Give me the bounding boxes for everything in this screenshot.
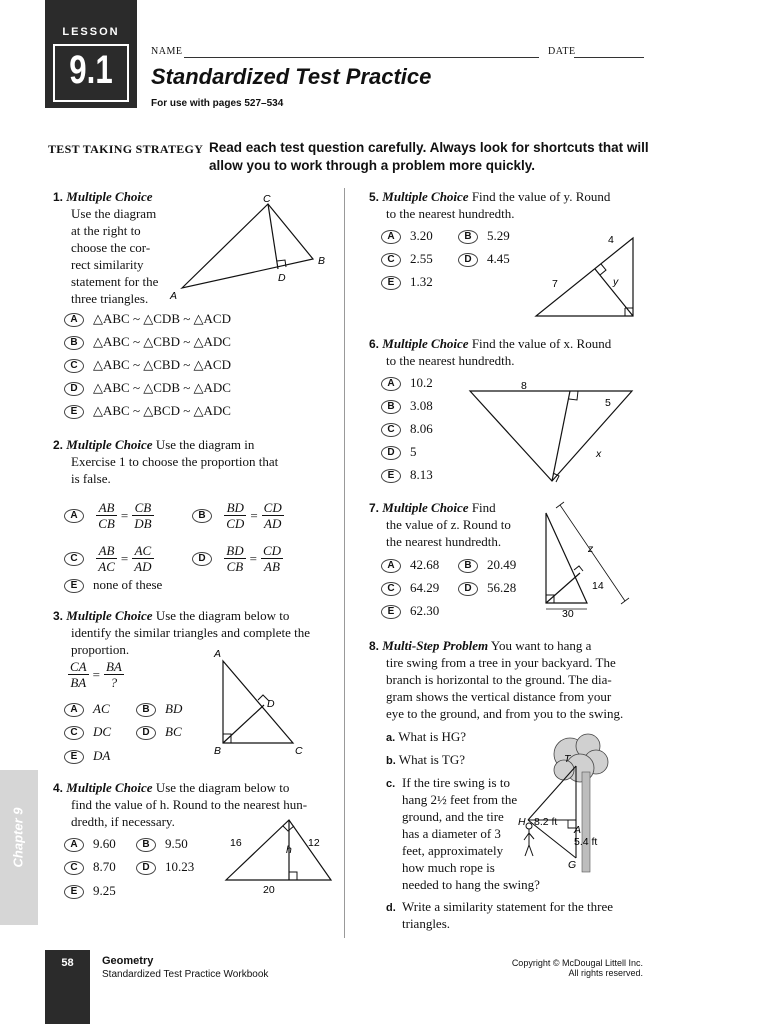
q3-option-a[interactable] <box>64 701 110 717</box>
part-text: What is HG? <box>398 729 467 744</box>
q8-sight-line <box>528 766 576 820</box>
q7-label-30: 30 <box>562 608 574 620</box>
numerator: BA <box>105 659 122 674</box>
strategy-label: TEST TAKING STRATEGY <box>48 142 204 156</box>
numerator: AB <box>96 500 117 516</box>
q1-label-d: D <box>278 272 286 284</box>
bubble-b[interactable]: B <box>458 559 478 573</box>
book-title: Geometry <box>102 955 154 967</box>
q6-stem <box>369 335 659 353</box>
option-text: BD <box>165 701 183 716</box>
q2-text <box>71 453 341 487</box>
q8-label-8-2-ft: 8.2 ft <box>534 816 558 828</box>
q7-line: the nearest hundredth. <box>386 534 502 549</box>
q6-label-8: 8 <box>521 380 527 392</box>
q3-label-a: A <box>214 648 222 660</box>
q7-line: Find <box>471 500 496 515</box>
q7-label-14: 14 <box>592 580 604 592</box>
bubble-b[interactable]: B <box>64 336 84 350</box>
option-text: 5.29 <box>487 228 510 243</box>
fraction <box>96 543 117 574</box>
q5-stem <box>369 188 659 206</box>
copyright-line: All rights reserved. <box>568 968 643 978</box>
bubble-e[interactable]: E <box>64 579 84 593</box>
option-text: △ABC ~ △CBD ~ △ACD <box>93 357 231 372</box>
bubble-d[interactable]: D <box>381 446 401 460</box>
bubble-d[interactable]: D <box>458 582 478 596</box>
q5-label-7: 7 <box>552 278 558 290</box>
part-line: how much rope is <box>402 860 495 875</box>
q8-stem <box>369 637 659 655</box>
part-line: feet, approximately <box>402 843 504 858</box>
option-text: △ABC ~ △CDB ~ △ADC <box>93 380 231 395</box>
option-text: 3.20 <box>410 228 433 243</box>
numerator: CD <box>263 500 282 515</box>
q6-label-x: x <box>596 448 602 460</box>
bubble-c[interactable]: C <box>381 423 401 437</box>
q4-stem <box>53 779 338 797</box>
lesson-number: 9.1 <box>69 48 113 92</box>
q4-label-h: h <box>286 844 292 856</box>
q8-part-b <box>386 751 465 770</box>
q6-altitude <box>552 391 570 481</box>
option-text: BC <box>165 724 182 739</box>
q2-line: is false. <box>71 471 111 486</box>
q3-line: identify the similar triangles and complete the <box>71 625 310 640</box>
q3-triangle <box>223 661 293 743</box>
option-text: AC <box>93 701 110 716</box>
fraction <box>132 543 153 574</box>
q5-option-c[interactable] <box>381 251 433 267</box>
q6-option-e[interactable] <box>381 467 433 483</box>
q1-option-e[interactable] <box>64 403 231 419</box>
numerator: AB <box>96 543 117 559</box>
bubble-d[interactable]: D <box>136 861 156 875</box>
option-text: 9.50 <box>165 836 188 851</box>
bubble-e[interactable]: E <box>64 405 84 419</box>
q8-line: gram shows the vertical distance from your <box>386 689 612 704</box>
equals-sign: = <box>250 507 258 523</box>
denominator: ? <box>110 675 118 690</box>
q7-text <box>386 516 546 550</box>
denominator: CB <box>226 559 244 574</box>
option-text: 5 <box>410 444 417 459</box>
option-text: 9.60 <box>93 836 116 851</box>
q1-number: 1. <box>53 190 64 204</box>
equals-sign: = <box>92 666 100 682</box>
q1-option-a[interactable] <box>64 311 231 327</box>
q2-option-c[interactable] <box>64 543 154 575</box>
tree-trunk <box>582 772 590 872</box>
part-text: What is TG? <box>398 752 465 767</box>
equals-sign: = <box>120 507 129 523</box>
q8-part-d-label <box>386 898 396 917</box>
q4-triangle <box>226 820 331 880</box>
bubble-c[interactable]: C <box>64 726 84 740</box>
q1-line: choose the cor- <box>71 240 151 255</box>
equals-sign: = <box>249 550 257 566</box>
q1-line: three triangles. <box>71 291 149 306</box>
fraction <box>224 500 246 531</box>
chapter-label: Chapter 9 <box>10 807 26 868</box>
q1-option-b[interactable] <box>64 334 231 350</box>
q2-line: Exercise 1 to choose the proportion that <box>71 454 279 469</box>
bubble-b[interactable]: B <box>458 230 478 244</box>
bubble-b[interactable]: B <box>136 838 156 852</box>
q1-stem <box>53 188 173 206</box>
bubble-d[interactable]: D <box>192 552 212 566</box>
q3-label-c: C <box>295 745 303 757</box>
bubble-e[interactable]: E <box>381 469 401 483</box>
q4-line: find the value of h. Round to the nearest hun- <box>71 797 308 812</box>
option-text: 4.45 <box>487 251 510 266</box>
denominator: AC <box>98 559 115 574</box>
q4-option-d[interactable] <box>136 859 194 875</box>
q3-option-b[interactable] <box>136 701 182 717</box>
bubble-b[interactable]: B <box>192 509 212 523</box>
date-label: DATE <box>548 46 576 57</box>
q7-dimension-tick <box>556 502 564 508</box>
q8-text <box>386 654 656 722</box>
q1-line: statement for the <box>71 274 159 289</box>
q7-diagram <box>535 500 635 620</box>
denominator: AD <box>264 516 282 531</box>
equals-sign: = <box>120 550 129 566</box>
q5-label-4: 4 <box>608 234 614 246</box>
q2-option-e[interactable] <box>64 577 162 593</box>
q8-part-a <box>386 728 466 747</box>
bubble-e[interactable]: E <box>381 276 401 290</box>
bubble-d[interactable]: D <box>136 726 156 740</box>
part-line: Write a similarity statement for the three <box>402 899 614 914</box>
option-text: 20.49 <box>487 557 517 572</box>
fraction <box>68 659 89 690</box>
q5-line: Find the value of y. Round <box>471 189 611 204</box>
q8-type: Multi-Step Problem <box>382 638 489 653</box>
bubble-c[interactable]: C <box>381 582 401 596</box>
q2-type: Multiple Choice <box>66 437 153 452</box>
bubble-c[interactable]: C <box>64 552 84 566</box>
numerator: BD <box>226 543 244 558</box>
q8-part-c-label <box>386 774 395 793</box>
q4-label-12: 12 <box>308 837 320 849</box>
q4-line: dredth, if necessary. <box>71 814 175 829</box>
option-text: 8.06 <box>410 421 433 436</box>
strategy-text: Read each test question carefully. Always look for shortcuts that will allow you to work through a problem more quickly. <box>209 140 649 173</box>
part-line: has a diameter of 3 <box>402 826 501 841</box>
q5-line: to the nearest hundredth. <box>386 206 515 221</box>
q7-triangle <box>546 513 587 603</box>
fraction <box>96 500 117 531</box>
q2-line: Use the diagram in <box>155 437 255 452</box>
q5-right-angle-mark <box>600 264 606 275</box>
numerator: AC <box>132 543 153 559</box>
numerator: CD <box>262 543 281 558</box>
name-label: NAME <box>151 46 183 57</box>
fraction <box>224 543 245 574</box>
denominator: CD <box>226 516 245 531</box>
fraction <box>104 659 124 690</box>
q3-type: Multiple Choice <box>66 608 153 623</box>
option-text: 64.29 <box>410 580 440 595</box>
q4-option-b[interactable] <box>136 836 188 852</box>
bubble-e[interactable]: E <box>381 605 401 619</box>
q6-option-c[interactable] <box>381 421 433 437</box>
q1-type: Multiple Choice <box>66 189 153 204</box>
fraction <box>132 500 153 531</box>
option-text: none of these <box>93 577 163 592</box>
part-label: d. <box>386 902 396 914</box>
q8-label-t: T <box>564 753 571 765</box>
q3-line: proportion. <box>71 642 130 657</box>
q4-type: Multiple Choice <box>66 780 153 795</box>
part-label: a. <box>386 732 396 744</box>
q6-option-b[interactable] <box>381 398 433 414</box>
q5-option-b[interactable] <box>458 228 510 244</box>
part-line: ground, and the tire <box>402 809 504 824</box>
fraction <box>262 500 284 531</box>
book-subtitle: Standardized Test Practice Workbook <box>102 969 269 980</box>
q1-diagram <box>160 185 335 305</box>
q8-number: 8. <box>369 639 380 653</box>
q4-right-angle-mark <box>289 872 297 880</box>
q2-option-a[interactable] <box>64 500 154 532</box>
q3-option-e[interactable] <box>64 748 110 764</box>
q8-label-h: H <box>518 816 526 828</box>
option-text: 2.55 <box>410 251 433 266</box>
bubble-a[interactable]: A <box>64 313 84 327</box>
q5-option-d[interactable] <box>458 251 510 267</box>
q6-type: Multiple Choice <box>382 336 469 351</box>
bubble-a[interactable]: A <box>64 509 84 523</box>
lesson-number-box <box>53 44 129 102</box>
q8-part-d <box>402 898 662 932</box>
q7-number: 7. <box>369 501 380 515</box>
q7-option-d[interactable] <box>458 580 516 596</box>
option-text: 9.25 <box>93 883 116 898</box>
copyright-line: Copyright © McDougal Littell Inc. <box>511 958 643 968</box>
q3-stem <box>53 607 338 625</box>
q6-number: 6. <box>369 337 380 351</box>
q6-option-d[interactable] <box>381 444 417 460</box>
q8-label-5-4-ft: 5.4 ft <box>574 836 598 848</box>
part-label: c. <box>386 778 396 790</box>
denominator: BA <box>70 675 87 690</box>
part-line: If the tire swing is to <box>402 775 510 790</box>
bubble-b[interactable]: B <box>136 703 156 717</box>
option-text: 8.70 <box>93 859 116 874</box>
q5-type: Multiple Choice <box>382 189 469 204</box>
q6-diagram <box>465 378 645 488</box>
denominator: DB <box>134 516 152 531</box>
q1-option-d[interactable] <box>64 380 231 396</box>
q6-label-5: 5 <box>605 397 611 409</box>
q7-option-e[interactable] <box>381 603 439 619</box>
numerator: BD <box>224 500 246 516</box>
q5-text <box>386 205 656 222</box>
option-text: △ABC ~ △CBD ~ △ADC <box>93 334 231 349</box>
q7-option-a[interactable] <box>381 557 439 573</box>
option-text: DA <box>93 748 111 763</box>
denominator: AD <box>134 559 152 574</box>
option-text: 10.2 <box>410 375 433 390</box>
q8-diagram <box>508 728 628 878</box>
bubble-a[interactable]: A <box>381 230 401 244</box>
bubble-a[interactable]: A <box>64 703 84 717</box>
bubble-d[interactable]: D <box>64 382 84 396</box>
q5-diagram <box>530 228 640 323</box>
q7-label-z: z <box>588 543 594 555</box>
q6-line: Find the value of x. Round <box>471 336 612 351</box>
q1-line: Use the diagram <box>71 206 157 221</box>
copyright <box>470 958 643 978</box>
q3-option-c[interactable] <box>64 724 111 740</box>
q1-label-b: B <box>318 255 326 267</box>
page-number: 58 <box>61 957 74 969</box>
q4-option-a[interactable] <box>64 836 116 852</box>
option-text: 8.13 <box>410 467 433 482</box>
q5-option-a[interactable] <box>381 228 433 244</box>
q4-option-e[interactable] <box>64 883 116 899</box>
denominator: AB <box>264 559 280 574</box>
q1-line: rect similarity <box>71 257 144 272</box>
q3-label-b: B <box>214 745 222 757</box>
bubble-d[interactable]: D <box>458 253 478 267</box>
q5-number: 5. <box>369 190 380 204</box>
part-line: triangles. <box>402 916 451 931</box>
q6-text <box>386 352 656 369</box>
option-text: 56.28 <box>487 580 517 595</box>
q2-option-b[interactable] <box>192 500 284 532</box>
q4-option-c[interactable] <box>64 859 116 875</box>
q3-altitude <box>223 705 264 743</box>
bubble-a[interactable]: A <box>381 377 401 391</box>
q3-line: Use the diagram below to <box>155 608 290 623</box>
q7-option-b[interactable] <box>458 557 516 573</box>
bubble-e[interactable]: E <box>64 750 84 764</box>
numerator: CB <box>132 500 153 516</box>
bubble-e[interactable]: E <box>64 885 84 899</box>
q2-option-d[interactable] <box>192 543 283 575</box>
denominator: CB <box>98 516 115 531</box>
part-line: hang 2½ feet from the <box>402 792 518 807</box>
part-line: needed to hang the swing? <box>402 877 540 892</box>
page-title: Standardized Test Practice <box>151 64 432 89</box>
bubble-c[interactable]: C <box>381 253 401 267</box>
q6-line: to the nearest hundredth. <box>386 353 515 368</box>
q8-line: tire swing from a tree in your backyard. The <box>386 655 616 670</box>
q6-option-a[interactable] <box>381 375 433 391</box>
q4-diagram <box>212 815 342 895</box>
q5-triangle <box>536 238 633 316</box>
lesson-label: LESSON <box>62 26 120 38</box>
bubble-c[interactable]: C <box>64 861 84 875</box>
q2-stem <box>53 436 338 454</box>
q1-label-a: A <box>170 290 178 302</box>
q2-number: 2. <box>53 438 64 452</box>
q3-diagram <box>200 643 315 758</box>
q7-line: the value of z. Round to <box>386 517 511 532</box>
bubble-a[interactable]: A <box>381 559 401 573</box>
q4-number: 4. <box>53 781 64 795</box>
q3-label-d: D <box>267 698 275 710</box>
q7-type: Multiple Choice <box>382 500 469 515</box>
option-text: DC <box>93 724 112 739</box>
q4-label-16: 16 <box>230 837 242 849</box>
bubble-b[interactable]: B <box>381 400 401 414</box>
lesson-tab <box>45 0 137 108</box>
q3-option-d[interactable] <box>136 724 182 740</box>
fraction <box>261 543 283 574</box>
option-text: △ABC ~ △BCD ~ △ADC <box>93 403 231 418</box>
option-text: 3.08 <box>410 398 433 413</box>
q5-option-e[interactable] <box>381 274 433 290</box>
for-use-pages: For use with pages 527–534 <box>151 98 284 109</box>
q4-label-20: 20 <box>263 884 275 895</box>
q1-line: at the right to <box>71 223 141 238</box>
q8-line: branch is horizontal to the ground. The dia- <box>386 672 612 687</box>
tree-canopy-icon <box>554 734 608 782</box>
q3-number: 3. <box>53 609 64 623</box>
q1-label-c: C <box>263 193 271 205</box>
q8-label-g: G <box>568 859 577 871</box>
option-text: △ABC ~ △CDB ~ △ACD <box>93 311 231 326</box>
q1-option-c[interactable] <box>64 357 231 373</box>
bubble-c[interactable]: C <box>64 359 84 373</box>
option-text: 62.30 <box>410 603 440 618</box>
option-text: 42.68 <box>410 557 440 572</box>
date-field-line[interactable] <box>574 57 644 58</box>
q4-line: Use the diagram below to <box>155 780 290 795</box>
q7-option-c[interactable] <box>381 580 439 596</box>
option-text: 1.32 <box>410 274 433 289</box>
q7-dimension-tick <box>621 598 629 604</box>
q1-triangle <box>182 204 313 288</box>
q7-altitude <box>546 573 580 603</box>
column-divider <box>344 188 345 938</box>
bubble-a[interactable]: A <box>64 838 84 852</box>
q6-right-angle-mark <box>569 391 578 400</box>
q3-proportion <box>68 659 124 690</box>
q5-label-y: y <box>613 276 619 288</box>
q8-label-a: A <box>574 824 582 836</box>
option-text: 10.23 <box>165 859 195 874</box>
numerator: CA <box>70 659 87 674</box>
name-field-line[interactable] <box>184 57 539 58</box>
q8-line: eye to the ground, and from you to the swing. <box>386 706 624 721</box>
part-label: b. <box>386 755 396 767</box>
q8-line: You want to hang a <box>490 638 592 653</box>
q7-right-angle-mark <box>574 566 583 571</box>
